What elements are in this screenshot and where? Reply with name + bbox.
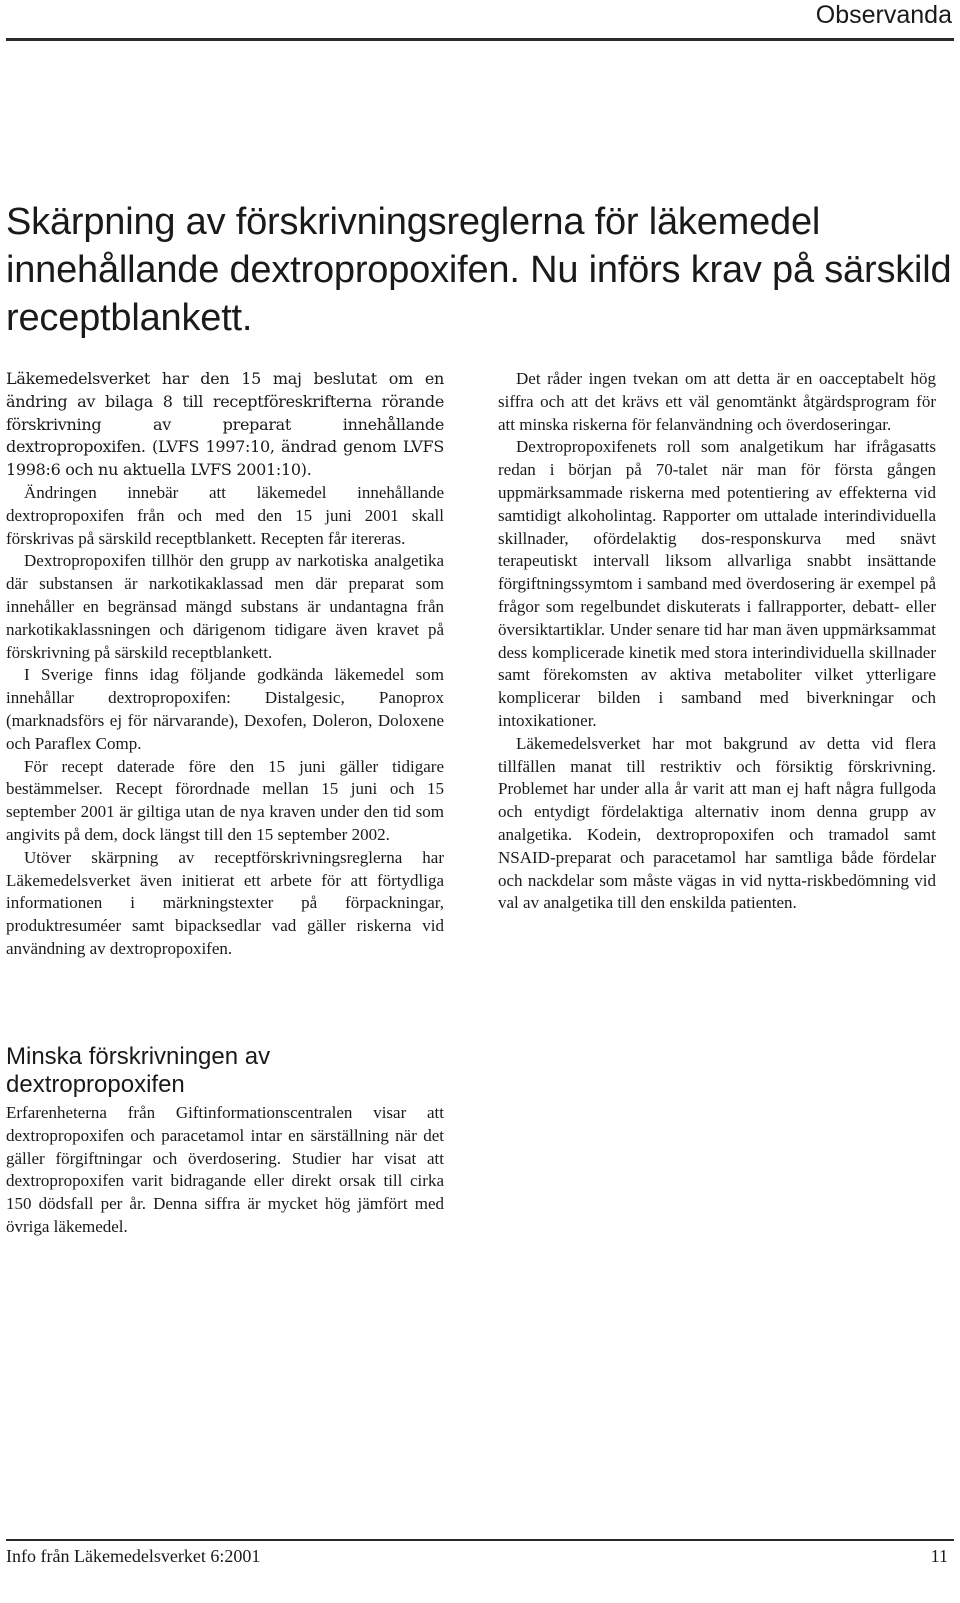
paragraph: Utöver skärpning av receptförskrivningsreglerna har Läkemedelsverket även initierat ett arbete för att förtydliga informationen i märkningstexter på förpackningar, produktresuméer samt bipacksedlar vad gäller riskerna vid användning av dextropropoxifen.	[6, 847, 444, 958]
subsection-body	[6, 1102, 444, 1239]
paragraph-intro: Läkemedelsverket har den 15 maj beslutat om en ändring av bilaga 8 till receptföreskrifterna rörande förskrivning av preparat innehållande dextropropoxifen. (LVFS 1997:10, ändrad genom LVFS 1998:6 och nu aktuella LVFS 2001:10).	[6, 369, 444, 480]
section-heading: Minska förskrivningen av dextropropoxifen	[6, 1043, 271, 1098]
paragraph: Det råder ingen tvekan om att detta är en oacceptabelt hög siffra och att det krävs ett väl genomtänkt åtgärdsprogram för att minska riskerna för felanvändning och överdoseringar.	[498, 369, 936, 434]
paragraph: För recept daterade före den 15 juni gäller tidigare bestämmelser. Recept förordnade mellan 15 juni och 15 september 2001 är giltiga utan de nya kraven under den tid som angivits på dem, dock längst till den 15 september 2002.	[6, 756, 444, 844]
paragraph: Dextropropoxifenets roll som analgetikum har ifrågasatts redan i början på 70-talet när man för första gången uppmärksammade riskerna med potentiering av effekterna vid samtidigt alkoholintag. Rapporter om uttalade interindividuella skillnader, ofördelaktig dos-responskurva med snävt terapeutiskt intervall liksom allvarliga snabbt insättande förgiftningssymtom i samband med överdosering är exempel på frågor som regelbundet diskuterats i fallrapporter, debatt- eller översiktartiklar. Under senare tid har man även uppmärksammat dess komplicerade kinetik med stora interindividuella skillnader samt förekomsten av aktiva metaboliter vilket ytterligare komplicerar bilden i samband med biverkningar och intoxikationer.	[498, 437, 936, 730]
section-label: Observanda	[815, 1, 952, 29]
paragraph: Erfarenheterna från Giftinformationscentralen visar att dextropropoxifen och paracetamol intar en särställning när det gäller förgiftningar och överdosering. Studier har visat att dextropropoxifen varit bidragande eller direkt orsak till cirka 150 dödsfall per år. Denna siffra är mycket hög jämfört med övriga läkemedel.	[6, 1103, 444, 1236]
page-number: 11	[930, 1546, 948, 1566]
left-column	[6, 368, 444, 961]
paragraph: Ändringen innebär att läkemedel innehållande dextropropoxifen från och med den 15 juni 2001 skall förskrivas på särskild receptblankett. Recepten får itereras.	[6, 482, 444, 548]
article-title: Skärpning av förskrivningsreglerna för läkemedel innehållande dextropropoxifen. Nu införs krav på särskild receptblankett.	[6, 201, 952, 339]
paragraph: I Sverige finns idag följande godkända läkemedel som innehållar dextropropoxifen: Distalgesic, Panoprox (marknadsförs ej för närvarande), Dexofen, Doleron, Doloxene och Paraflex Comp.	[6, 665, 444, 753]
footer-divider	[6, 1539, 954, 1541]
right-column	[498, 368, 936, 915]
paragraph: Läkemedelsverket har mot bakgrund av detta vid flera tillfällen manat till restriktiv och försiktig förskrivning. Problemet har under alla år varit att man ej haft några fullgoda och entydigt fördelaktiga alternativ inom denna grupp av analgetika. Kodein, dextropropoxifen och tramadol samt NSAID-preparat och paracetamol har samtliga både fördelar och nackdelar som måste vägas in vid nytta-riskbedömning vid val av analgetika till den enskilda patienten.	[498, 733, 936, 913]
header-divider	[6, 38, 954, 41]
paragraph: Dextropropoxifen tillhör den grupp av narkotiska analgetika där substansen är narkotikaklassad men där preparat som innehåller en begränsad mängd substans är undantagna från narkotikaklassningen och därigenom tidigare även kravet på förskrivning på särskild receptblankett.	[6, 551, 444, 662]
publication-name: Info från Läkemedelsverket 6:2001	[6, 1546, 261, 1566]
